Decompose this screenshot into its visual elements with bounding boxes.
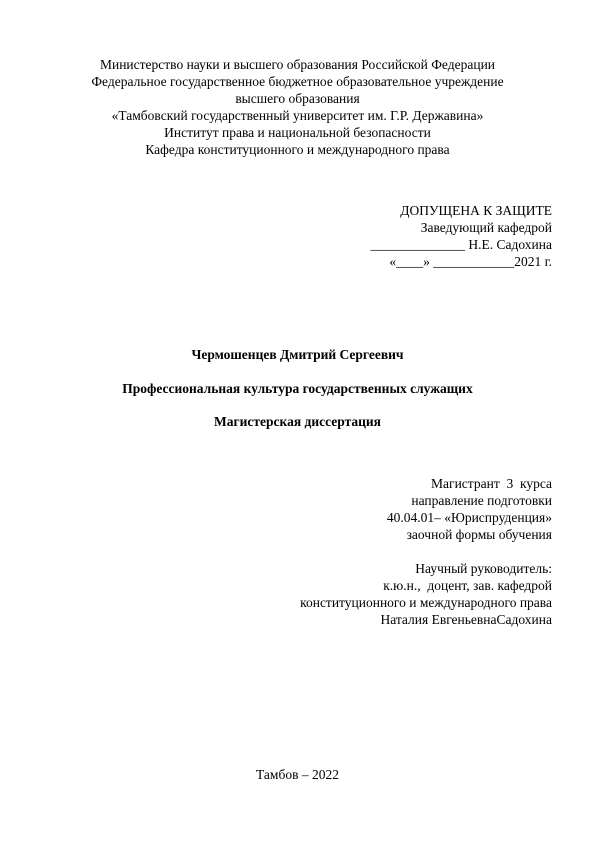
city-year: Тамбов – 2022 (256, 767, 339, 782)
ministry-line: Министерство науки и высшего образования Российской Федерации (99, 57, 496, 72)
approval-heading: ДОПУЩЕНА К ЗАЩИТЕ (400, 203, 552, 218)
university-name-line: «Тамбовский государственный университет им. Г.Р. Державина» (111, 108, 484, 123)
author-name: Чермошенцев Дмитрий Сергеевич (191, 347, 404, 362)
approval-signature-line: ______________ Н.Е. Садохина (370, 237, 552, 252)
student-direction-code: 40.04.01– «Юриспруденция» (386, 510, 552, 525)
supervisor-department: конституционного и международного права (300, 595, 552, 610)
institution-type-line: Федеральное государственное бюджетное образовательное учреждение (91, 74, 504, 89)
student-course: Магистрант 3 курса (431, 476, 552, 491)
supervisor-degree: к.ю.н., доцент, зав. кафедрой (383, 578, 552, 593)
supervisor-name: Наталия ЕвгеньевнаСадохина (380, 612, 552, 627)
approval-head-of-department: Заведующий кафедрой (420, 220, 552, 235)
thesis-type: Магистерская диссертация (213, 414, 381, 429)
approval-date-line: «____» ____________2021 г. (389, 254, 552, 269)
department-line: Кафедра конституционного и международного права (145, 142, 450, 157)
supervisor-label: Научный руководитель: (415, 561, 552, 576)
thesis-title: Профессиональная культура государственных служащих (122, 381, 473, 396)
education-level-line: высшего образования (235, 91, 360, 106)
institute-line: Институт права и национальной безопасности (164, 125, 431, 140)
student-direction-label: направление подготовки (411, 493, 552, 508)
student-study-form: заочной формы обучения (406, 527, 552, 542)
